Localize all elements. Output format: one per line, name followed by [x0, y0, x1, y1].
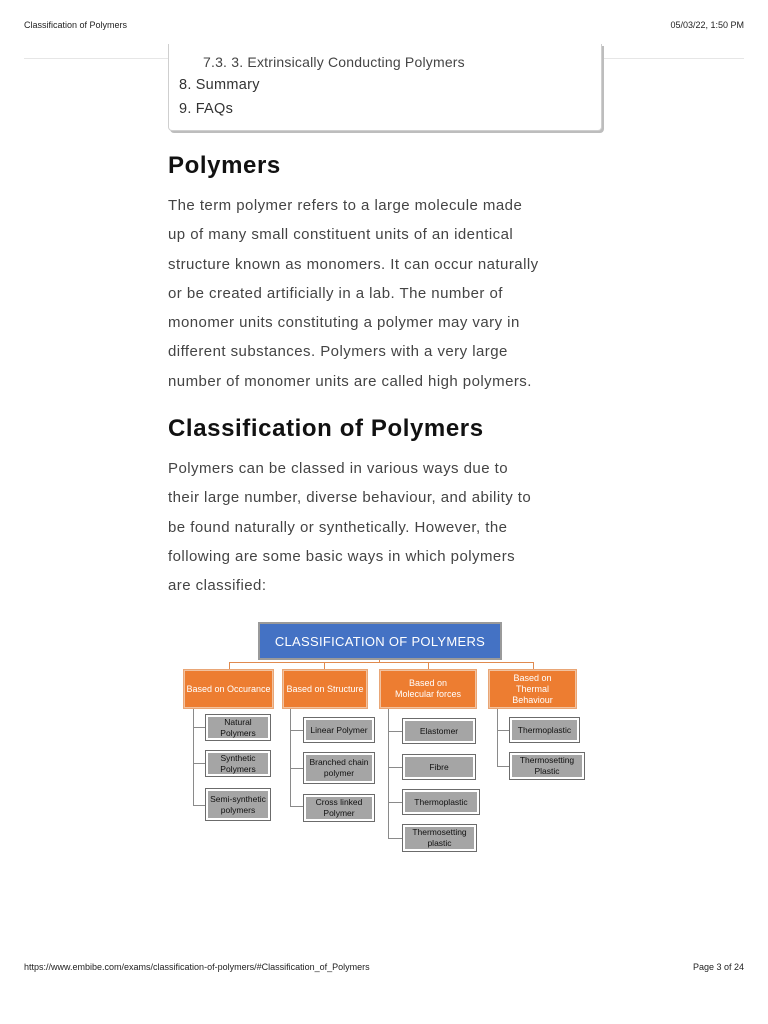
- toc-link-summary[interactable]: [179, 77, 260, 93]
- connector-line: [290, 730, 303, 731]
- diagram-leaf-box: [510, 718, 579, 742]
- leaf-label-line: Elastomer: [419, 725, 459, 736]
- diagram-leaf-box: [304, 753, 374, 783]
- leaf-label-line: Synthetic: [220, 752, 256, 763]
- diagram-leaf-box: [304, 795, 374, 821]
- leaf-label-line: Polymer: [323, 808, 355, 818]
- leaf-label-line: Thermoplastic: [517, 724, 572, 735]
- diagram-leaf-box: [403, 755, 475, 779]
- leaf-label-line: Polymers: [220, 763, 256, 774]
- category-label: Based on Thermal Behaviour: [512, 672, 553, 705]
- leaf-label-line: Branched chain: [309, 757, 369, 767]
- print-header-datetime: 05/03/22, 1:50 PM: [670, 20, 744, 30]
- paragraph-line: up of many small constituent units of an identical: [168, 226, 514, 244]
- diagram-leaf-box: [206, 715, 270, 740]
- leaf-label-line: Cross linked: [315, 797, 363, 807]
- connector-line: [533, 662, 534, 670]
- diagram-leaf-box: [403, 790, 479, 814]
- diagram-leaf-box: [304, 718, 374, 742]
- diagram-leaf-box: [403, 825, 476, 851]
- leaf-label-line: Linear Polymer: [310, 724, 368, 735]
- leaf-label-line: plastic: [427, 838, 452, 848]
- toc-item-label: Summary: [195, 77, 260, 93]
- connector-line: [388, 767, 402, 768]
- connector-line: [229, 662, 534, 663]
- diagram-leaf-box: [510, 753, 584, 779]
- diagram-leaf-box: [206, 751, 270, 776]
- paragraph-line: different substances. Polymers with a very large: [168, 343, 508, 361]
- category-label: Based on Occurance: [186, 683, 271, 694]
- connector-line: [497, 709, 498, 767]
- category-label: Based on Structure: [286, 683, 364, 694]
- diagram-root-box: [258, 622, 502, 660]
- connector-line: [193, 727, 205, 728]
- paragraph-line: are classified:: [168, 577, 267, 595]
- print-footer-url: https://www.embibe.com/exams/classification-of-polymers/#Classification_of_Polymers: [24, 962, 370, 972]
- leaf-label-line: Plastic: [534, 766, 560, 776]
- diagram-leaf-box: [403, 719, 475, 743]
- leaf-label-line: Thermoplastic: [414, 796, 468, 807]
- connector-line: [229, 662, 230, 670]
- toc-link-extrinsically-conducting[interactable]: 7.3. 3. Extrinsically Conducting Polymers: [203, 54, 465, 70]
- leaf-label-line: Fibre: [429, 761, 449, 772]
- connector-line: [497, 730, 509, 731]
- classification-paragraph: [168, 454, 608, 600]
- toc-item-label: FAQs: [195, 101, 234, 117]
- diagram-category-box: [380, 670, 476, 708]
- paragraph-line: The term polymer refers to a large molecule made: [168, 197, 523, 214]
- connector-line: [193, 709, 194, 806]
- print-header-title: Classification of Polymers: [24, 20, 128, 30]
- leaf-label-line: Thermosetting: [412, 827, 467, 837]
- connector-line: [428, 662, 429, 670]
- paragraph-line: number of monomer units are called high polymers.: [168, 372, 532, 390]
- connector-line: [193, 805, 205, 806]
- leaf-label-line: Natural: [224, 716, 252, 727]
- toc-item-number: 9.: [179, 101, 192, 117]
- paragraph-line: their large number, diverse behaviour, and ability to: [168, 489, 532, 507]
- connector-line: [324, 662, 325, 670]
- toc-item-number: 8.: [179, 77, 192, 93]
- paragraph-line: be found naturally or synthetically. However, the: [168, 518, 508, 536]
- leaf-label-line: Polymers: [220, 727, 256, 738]
- connector-line: [388, 709, 389, 839]
- paragraph-line: monomer units constituting a polymer may vary in: [168, 314, 520, 332]
- connector-line: [290, 806, 303, 807]
- connector-line: [290, 709, 291, 807]
- leaf-label-line: Thermosetting: [519, 755, 575, 765]
- connector-line: [388, 838, 402, 839]
- connector-line: [388, 802, 402, 803]
- connector-line: [193, 763, 205, 764]
- connector-line: [497, 766, 509, 767]
- section-heading-polymers: Polymers: [168, 152, 281, 179]
- leaf-label-line: polymer: [323, 768, 355, 778]
- section-heading-classification: Classification of Polymers: [168, 415, 484, 442]
- polymers-paragraph: [168, 191, 608, 396]
- diagram-category-box: [283, 670, 367, 708]
- paragraph-line: structure known as monomers. It can occur naturally: [168, 255, 539, 273]
- diagram-category-box: [184, 670, 273, 708]
- diagram-root-label: CLASSIFICATION OF POLYMERS: [274, 633, 486, 649]
- connector-line: [379, 660, 380, 663]
- connector-line: [388, 731, 402, 732]
- category-label: Based on Molecular forces: [394, 678, 462, 699]
- diagram-leaf-box: [206, 789, 270, 820]
- paragraph-line: following are some basic ways in which polymers: [168, 547, 516, 565]
- table-of-contents: [168, 44, 602, 131]
- leaf-label-line: polymers: [220, 804, 256, 815]
- toc-link-faqs[interactable]: [179, 101, 233, 117]
- diagram-category-box: [489, 670, 576, 708]
- paragraph-line: Polymers can be classed in various ways due to: [168, 460, 509, 477]
- paragraph-line: or be created artificially in a lab. The number of: [168, 284, 503, 302]
- connector-line: [290, 768, 303, 769]
- leaf-label-line: Semi-synthetic: [210, 793, 266, 804]
- print-footer-page-number: Page 3 of 24: [692, 962, 744, 972]
